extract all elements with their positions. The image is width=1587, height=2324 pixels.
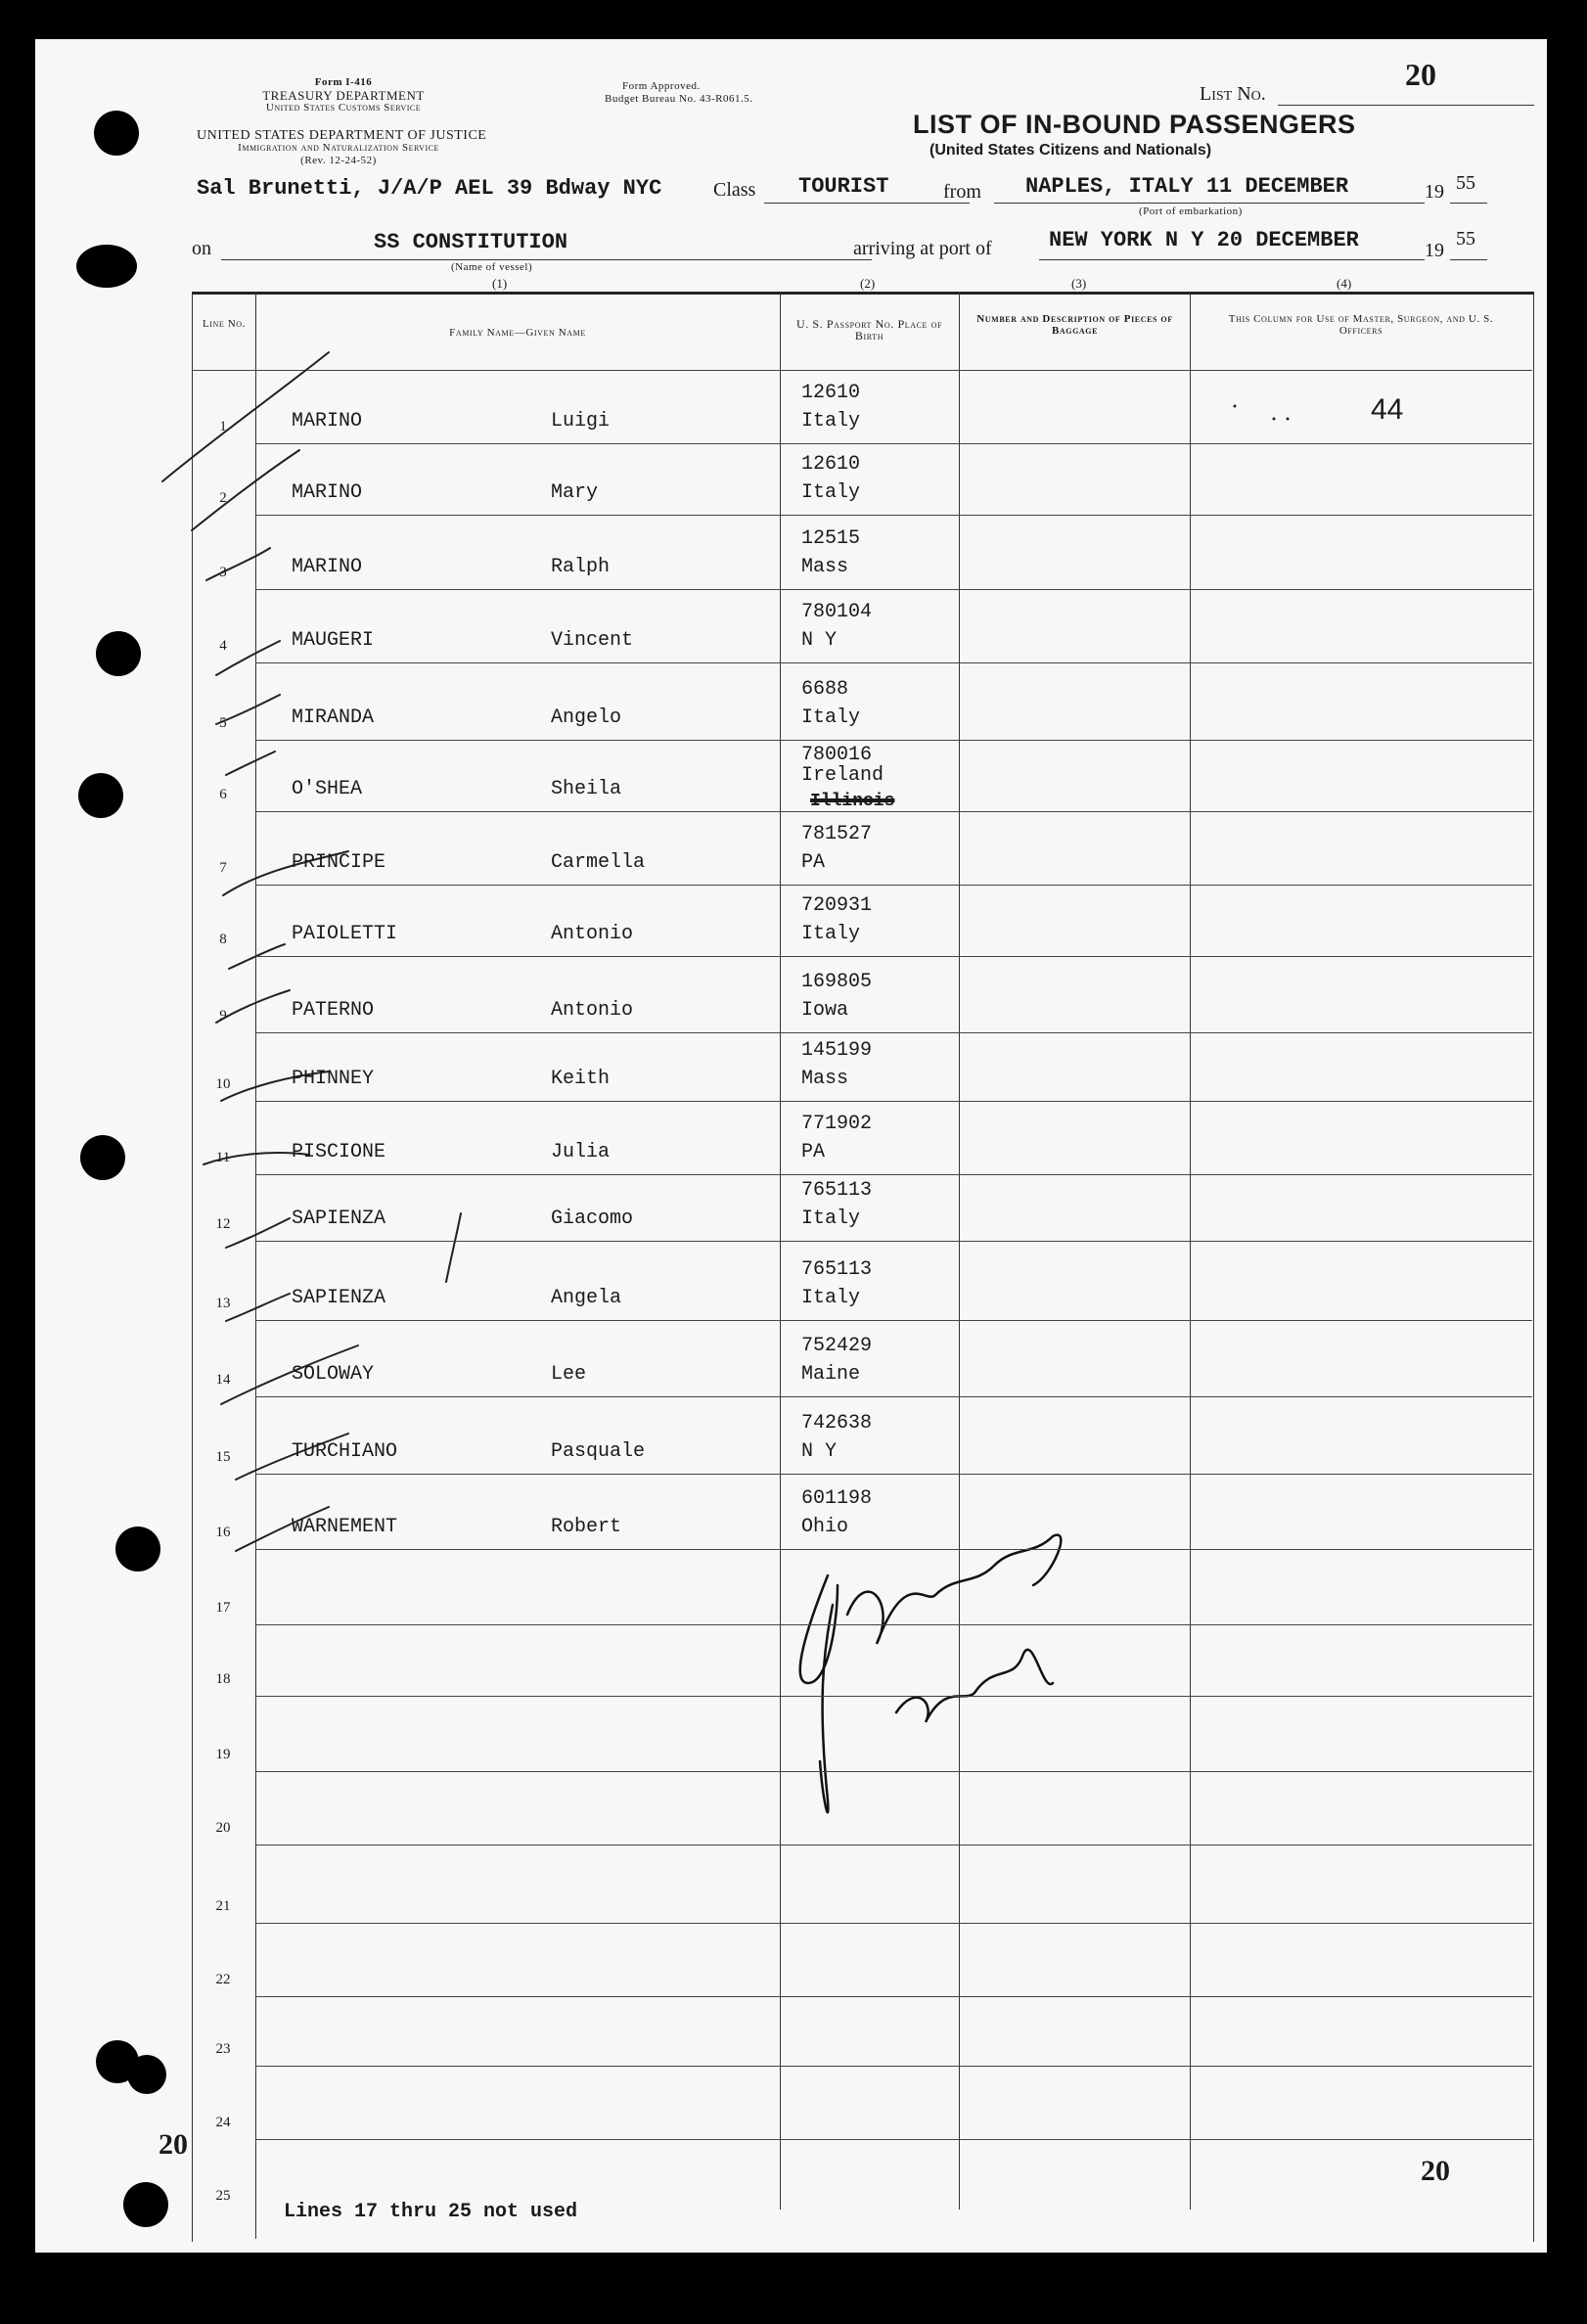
given-name: Robert: [551, 1516, 622, 1538]
line-number: 4: [219, 638, 227, 654]
col-number-2: (2): [860, 276, 876, 291]
passport-number: 765113: [801, 1179, 873, 1202]
port-embark-caption: (Port of embarkation): [1139, 205, 1243, 217]
family-name: MARINO: [292, 556, 363, 578]
page-stamp-right: 20: [1421, 2155, 1450, 2187]
col-header-line: Line No.: [202, 318, 247, 330]
vessel-caption: (Name of vessel): [451, 261, 533, 273]
col-divider-line: [255, 292, 256, 2239]
binder-hole: [94, 111, 139, 156]
year-prefix-1: 19: [1425, 181, 1444, 203]
line-number: 10: [215, 1076, 231, 1092]
list-no-label: List No.: [1200, 83, 1266, 105]
given-name: Vincent: [551, 629, 634, 652]
passport-number: 145199: [801, 1039, 873, 1062]
line-number: 20: [215, 1820, 231, 1836]
col-header-officers: This Column for Use of Master, Surgeon, and U. S. Officers: [1228, 313, 1494, 337]
passport-number: 742638: [801, 1412, 873, 1435]
line-number: 8: [219, 932, 227, 947]
binder-hole: [76, 245, 137, 288]
budget-line: Budget Bureau No. 43-R061.5.: [605, 93, 753, 105]
family-name: MIRANDA: [292, 706, 375, 729]
binder-hole: [78, 773, 123, 818]
manifest-page: [35, 39, 1547, 2253]
given-name: Antonio: [551, 999, 634, 1022]
given-name: Lee: [551, 1363, 587, 1386]
family-name: SAPIENZA: [292, 1287, 386, 1309]
family-name: PHINNEY: [292, 1068, 375, 1090]
place-of-birth: Iowa: [801, 999, 849, 1022]
line-number: 18: [215, 1671, 231, 1687]
row-rule: [255, 2066, 1532, 2067]
given-name: Mary: [551, 481, 599, 504]
passport-number: 12515: [801, 527, 861, 550]
binder-hole: [80, 1135, 125, 1180]
footer-note: Lines 17 thru 25 not used: [284, 2201, 578, 2223]
given-name: Antonio: [551, 923, 634, 945]
given-name: Pasquale: [551, 1440, 646, 1463]
year-prefix-2: 19: [1425, 240, 1444, 261]
agent-line: Sal Brunetti, J/A/P AEL 39 Bdway NYC: [197, 176, 662, 201]
from-underline: [994, 203, 1425, 204]
line-number: 9: [219, 1008, 227, 1024]
line-number: 2: [219, 490, 227, 506]
place-of-birth: Italy: [801, 410, 861, 433]
place-of-birth: PA: [801, 1141, 826, 1163]
line-number: 12: [215, 1216, 231, 1232]
given-name: Keith: [551, 1068, 611, 1090]
row-rule: [255, 1320, 1532, 1321]
given-name: Angelo: [551, 706, 622, 729]
given-name: Luigi: [551, 410, 611, 433]
from-label: from: [943, 181, 981, 203]
row-rule: [255, 1624, 1532, 1625]
passport-number: 771902: [801, 1113, 873, 1135]
place-of-birth: N Y: [801, 629, 838, 652]
line-number: 6: [219, 787, 227, 802]
row-rule: [255, 1241, 1532, 1242]
row-rule: [255, 2139, 1532, 2140]
passport-number: 781527: [801, 823, 873, 845]
family-name: PAIOLETTI: [292, 923, 398, 945]
family-name: TURCHIANO: [292, 1440, 398, 1463]
row-rule: [255, 443, 1532, 444]
row-rule: [255, 1996, 1532, 1997]
row-rule: [255, 662, 1532, 663]
col-divider-passport: [959, 292, 960, 2210]
col-divider-name: [780, 292, 781, 2210]
place-of-birth: Ohio: [801, 1516, 849, 1538]
row-rule: [255, 1032, 1532, 1033]
approval-block: [605, 80, 800, 106]
row-rule: [255, 1923, 1532, 1924]
row-rule: [255, 1474, 1532, 1475]
passport-number: 12610: [801, 382, 861, 404]
justice-block: [197, 128, 487, 167]
place-of-birth: Italy: [801, 1208, 861, 1230]
given-name: Giacomo: [551, 1208, 634, 1230]
col-header-name: Family Name—Given Name: [449, 327, 586, 339]
class-label: Class: [713, 179, 756, 201]
vessel-value: SS CONSTITUTION: [374, 230, 568, 254]
row-rule: [255, 811, 1532, 812]
form-number: Form I-416: [314, 76, 373, 88]
row-rule: [255, 1174, 1532, 1175]
row-rule: [255, 740, 1532, 741]
treasury-line: TREASURY DEPARTMENT: [262, 88, 425, 103]
given-name: Ralph: [551, 556, 611, 578]
col-header-baggage: Number and Description of Pieces of Baggage: [976, 313, 1173, 337]
row-rule: [255, 885, 1532, 886]
header-bottom-rule: [192, 370, 1532, 371]
row-rule: [255, 1549, 1532, 1550]
line-number: 24: [215, 2115, 231, 2130]
passport-number: 752429: [801, 1335, 873, 1357]
place-of-birth: Italy: [801, 1287, 861, 1309]
list-no-value: 20: [1405, 57, 1436, 92]
line-number: 3: [219, 565, 227, 580]
family-name: SAPIENZA: [292, 1208, 386, 1230]
line-number: 23: [215, 2041, 231, 2057]
place-of-birth: Italy: [801, 481, 861, 504]
row-rule: [255, 1845, 1532, 1846]
family-name: PISCIONE: [292, 1141, 386, 1163]
given-name: Sheila: [551, 778, 622, 800]
arrival-value: NEW YORK N Y 20 DECEMBER: [1049, 228, 1359, 252]
line-number: 19: [215, 1747, 231, 1762]
line-number: 25: [215, 2188, 231, 2204]
passport-number: 765113: [801, 1258, 873, 1281]
class-value: TOURIST: [798, 174, 889, 199]
row-rule: [255, 956, 1532, 957]
family-name: WARNEMENT: [292, 1516, 398, 1538]
year-underline-1: [1450, 203, 1487, 204]
place-of-birth: Italy: [801, 706, 861, 729]
family-name: SOLOWAY: [292, 1363, 375, 1386]
place-of-birth: N Y: [801, 1440, 838, 1463]
passport-number: 6688: [801, 678, 849, 701]
line-number: 1: [219, 419, 227, 434]
passport-number: 601198: [801, 1487, 873, 1510]
form-title: LIST OF IN-BOUND PASSENGERS: [913, 110, 1356, 139]
passport-number: 780016: [801, 744, 873, 766]
from-value: NAPLES, ITALY 11 DECEMBER: [1025, 174, 1349, 199]
col-divider-baggage: [1190, 292, 1191, 2210]
arriving-label: arriving at port of: [853, 238, 992, 259]
ins-line: Immigration and Naturalization Service: [238, 142, 439, 154]
place-of-birth: Mass: [801, 1068, 849, 1090]
year-underline-2: [1450, 259, 1487, 260]
binder-hole: [127, 2055, 166, 2094]
arrival-underline: [1039, 259, 1425, 260]
family-name: O'SHEA: [292, 778, 363, 800]
place-of-birth: Italy: [801, 923, 861, 945]
on-label: on: [192, 238, 211, 259]
col-number-3: (3): [1071, 276, 1087, 291]
binder-hole: [115, 1527, 160, 1572]
year-value-1: 55: [1456, 172, 1475, 194]
family-name: PRINCIPE: [292, 851, 386, 874]
form-id-block: [226, 76, 461, 114]
vessel-underline: [221, 259, 872, 260]
family-name: MARINO: [292, 481, 363, 504]
page-stamp-left: 20: [159, 2128, 188, 2161]
passport-number: 12610: [801, 453, 861, 476]
family-name: MAUGERI: [292, 629, 375, 652]
place-of-birth: Ireland: [801, 764, 884, 787]
class-underline: [764, 203, 970, 204]
col-number-4: (4): [1337, 276, 1352, 291]
line-number: 14: [215, 1372, 231, 1388]
place-of-birth: Mass: [801, 556, 849, 578]
row-rule: [255, 515, 1532, 516]
line-number: 7: [219, 860, 227, 876]
row-rule: [255, 1396, 1532, 1397]
justice-line: UNITED STATES DEPARTMENT OF JUSTICE: [197, 128, 487, 143]
place-of-birth: Maine: [801, 1363, 861, 1386]
rev-line: (Rev. 12-24-52): [300, 155, 377, 166]
year-value-2: 55: [1456, 228, 1475, 250]
given-name: Angela: [551, 1287, 622, 1309]
col-number-1: (1): [492, 276, 508, 291]
line-number: 13: [215, 1296, 231, 1311]
line-number: 15: [215, 1449, 231, 1465]
family-name: MARINO: [292, 410, 363, 433]
line-number: 11: [215, 1150, 231, 1165]
line-number: 5: [219, 715, 227, 731]
row-rule: [255, 1696, 1532, 1697]
customs-line: United States Customs Service: [265, 102, 422, 114]
list-no-underline: [1278, 105, 1534, 106]
row-rule: [255, 1101, 1532, 1102]
row-rule: [255, 1771, 1532, 1772]
binder-hole: [96, 631, 141, 676]
approved-line: Form Approved.: [622, 80, 701, 92]
given-name: Carmella: [551, 851, 646, 874]
struck-birthplace: Illinois: [810, 792, 895, 811]
passport-number: 169805: [801, 971, 873, 993]
line-number: 16: [215, 1525, 231, 1540]
col-header-passport: U. S. Passport No. Place of Birth: [795, 317, 943, 342]
passport-number: 720931: [801, 894, 873, 917]
line-number: 22: [215, 1972, 231, 1987]
family-name: PATERNO: [292, 999, 375, 1022]
form-subtitle: (United States Citizens and Nationals): [930, 142, 1212, 159]
line-number: 17: [215, 1600, 231, 1616]
place-of-birth: PA: [801, 851, 826, 874]
binder-hole: [123, 2182, 168, 2227]
officer-mark: 44: [1371, 393, 1404, 426]
given-name: Julia: [551, 1141, 611, 1163]
passport-number: 780104: [801, 601, 873, 623]
row-rule: [255, 589, 1532, 590]
line-number: 21: [215, 1898, 231, 1914]
